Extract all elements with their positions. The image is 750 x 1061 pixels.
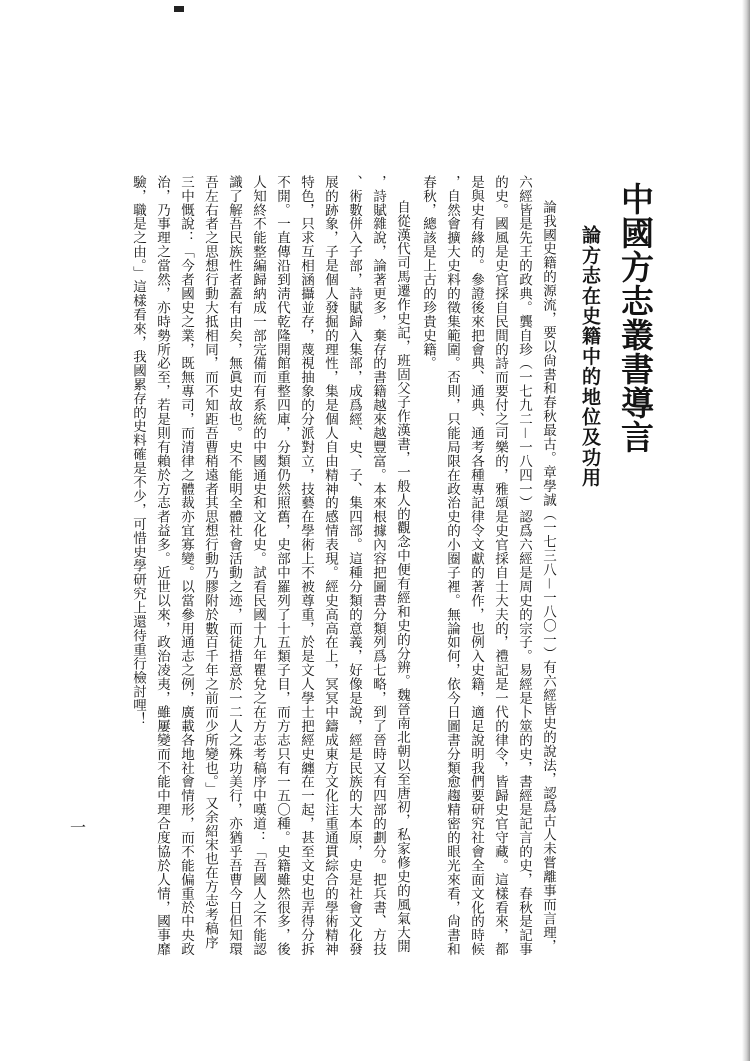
text-column: ，詩賦雜說，論著更多，棄存的書籍越來越豐富。本來根據內容把圖書分類列爲七略，到了晉時又有四部的劃分。把兵書、方技 (370, 175, 386, 957)
text-column: 人知終不能整編歸納成一部完備而有系統的中國通史和文化史。試看民國十九年瞿兌之在方志考稿序中嘆道：「吾國人之不能認 (250, 175, 266, 957)
text-column: 春秋，總該是上古的珍貴史籍。 (420, 175, 436, 371)
text-column: 六經皆是先王的政典。龔自珍（一七九二－一八四一）認爲六經是周史的宗子。易經是卜筮的史，書經是記言的史，春秋是記事 (516, 175, 532, 957)
text-column: 吾左右者之思想行動大抵相同，而不知距吾曹稍遠者其思想行動乃膠附於數百千年之前而少所變也。」又余紹宋也在方志考稿序 (202, 175, 218, 950)
text-column: 特色，只求互相涵攝並存，蔑視抽象的分派對立，技藝在學術上不被尊重，於是文人學士把經史纏在一起，甚至文史也弄得分拆 (298, 175, 314, 957)
page-edge-shadow (742, 0, 750, 1061)
page-number: 一 (70, 818, 87, 837)
text-column: 展的跡象，子是個人發掘的理性，集是個人自由精神的感情表現。經史高高在上，冥冥中鑄成東方文化注重通貫綜合的學術精神 (322, 175, 338, 957)
scan-mark (174, 6, 184, 12)
text-column: 不開。一直傳沿到淸代乾隆開館重整四庫，分類仍然照舊，史部中羅列了十五類子目，而方志只有一五〇種。史籍雖然很多，後 (274, 175, 290, 957)
text-column: 論我國史籍的源流，要以尙書和春秋最古。章學誠（一七三八－一八〇一）有六經皆史的說法，認爲古人未嘗離事而言理， (540, 200, 556, 954)
text-column: 是與史有緣的。參證後來把會典、通典、通考各種專記律令文獻的著作，也例入史籍，適足說明我們要研究社會全面文化的時候 (468, 175, 484, 957)
text-column: 、術數併入子部，詩賦歸入集部，成爲經、史、子、集四部。這種分類的意義，好像是說，經是民族的大本原，史是社會文化發 (346, 175, 362, 957)
page-subtitle: 論方志在史籍中的地位及功用 (579, 225, 601, 488)
text-column: 識了解吾民族性者蓋有由矣，無眞史故也。史不能明全體社會活動之迹，而徒措意於一二人之殊功美行，亦猶乎吾曹今日但知環 (226, 175, 242, 957)
text-column: 驗，職是之由。」這樣看來，我國累存的史料確是不少，可惜史學研究上還待重行檢討哩！ (130, 175, 146, 727)
text-column: 的史。國風是史官採自民間的詩而要付之司樂的，雅頌是史官採自士大夫的，禮記是一代的律令，皆歸史官守藏。這樣看來，都 (492, 175, 508, 957)
text-column: 治，乃事理之當然，亦時勢所必至，若是則有賴於方志者益多。近世以來，政治凌夷，雖屢變而不能中理合度協於人情，國事靡 (154, 175, 170, 957)
text-column: 自從漢代司馬遷作史記，班固父子作漢書，一般人的觀念中便有經和史的分辨。魏晉南北朝以至唐初，私家修史的風氣大開 (394, 200, 410, 954)
page-title: 中國方志叢書導言 (616, 182, 655, 454)
text-column: 三中慨說：「今者國史之業，既無專司，而清律之體裁亦宜寡變。以當參用通志之例，廣載各地社會情形，而不能偏重於中央政 (178, 175, 194, 957)
text-column: ，自然會擴大史料的徵集範圍。否則，只能局限在政治史的小圈子裡。無論如何，依今日圖書分類愈趨精密的眼光來看，尙書和 (444, 175, 460, 957)
